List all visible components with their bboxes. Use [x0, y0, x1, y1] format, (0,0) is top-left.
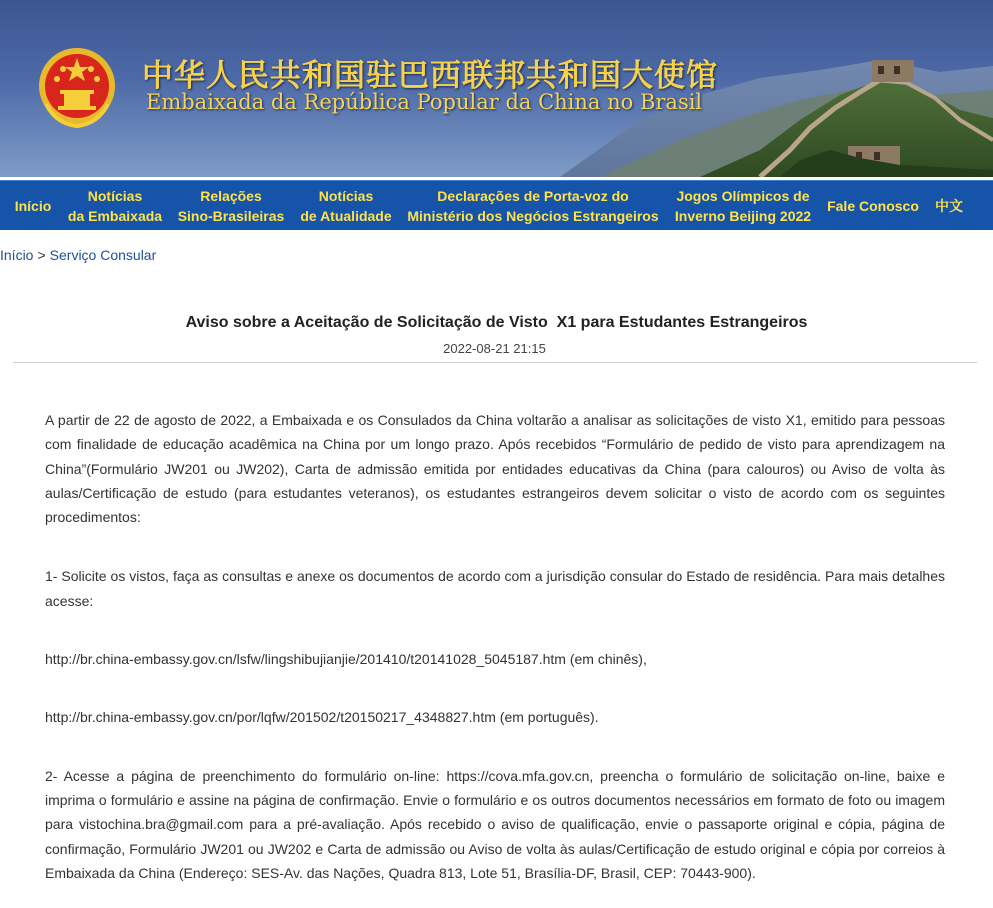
- nav-item-noticias-embaixada[interactable]: Notícias da Embaixada: [67, 187, 163, 224]
- embassy-title-chinese: 中华人民共和国驻巴西联邦共和国大使馆: [142, 58, 718, 94]
- nav-item-chinese[interactable]: 中文: [935, 197, 963, 214]
- national-emblem-icon: [36, 44, 118, 130]
- breadcrumb: [0, 247, 156, 263]
- nav-item-fale-conosco[interactable]: Fale Conosco: [827, 197, 919, 214]
- breadcrumb-section-link[interactable]: Serviço Consular: [49, 247, 157, 263]
- title-divider: [13, 362, 977, 363]
- main-navigation: [0, 180, 993, 230]
- nav-item-jogos-olimpicos[interactable]: Jogos Olímpicos de Inverno Beijing 2022: [674, 187, 812, 224]
- embassy-title-portuguese: Embaixada da República Popular da China no Brasil: [146, 90, 703, 114]
- paragraph-intro: A partir de 22 de agosto de 2022, a Embaixada e os Consulados da China voltarão a analisar as solicitações de visto X1, emitido para pessoas com finalidade de educação acadêmica na China por um longo prazo. Após recebidos “Formulário de pedido de visto para aprendizagem na China”(Formulário JW201 ou JW202), Carta de admissão emitida por entidades educativas da China (para calouros) ou Aviso de volta às aulas/Certificação de estudo (para estudantes veteranos), os estudantes estrangeiros devem solicitar o visto de acordo com os seguintes procedimentos:: [45, 412, 945, 526]
- header-banner: [0, 0, 993, 177]
- article-title: Aviso sobre a Aceitação de Solicitação de Visto X1 para Estudantes Estrangeiros: [185, 314, 808, 331]
- link-chinese-guide[interactable]: http://br.china-embassy.gov.cn/lsfw/lingshibujianjie/201410/t20141028_5045187.htm (em chinês),: [45, 651, 647, 668]
- paragraph-step-2: 2- Acesse a página de preenchimento do formulário on-line: https://cova.mfa.gov.cn, preencha o formulário de solicitação on-line, baixe e imprima o formulário e assine na página de confirmação. Envie o formulário e os outros documentos necessários em formato de foto ou imagem para vistochina.bra@gmail.com para a pré-avaliação. Após recebido o aviso de qualificação, envie o passaporte original e cópia, página de confirmação, Formulário JW201 ou JW202 e Carta de admissão ou Aviso de volta às aulas/Certificação de estudo original e cópia por correios à Embaixada da China (Endereço: SES-Av. das Nações, Quadra 813, Lote 51, Brasília-DF, Brasil, CEP: 70443-900).: [45, 767, 945, 881]
- nav-item-relacoes-sino-brasileiras[interactable]: Relações Sino-Brasileiras: [177, 187, 285, 224]
- paragraph-step-1: 1- Solicite os vistos, faça as consultas e anexe os documentos de acordo com a jurisdição consular do Estado de residência. Para mais detalhes acesse:: [45, 568, 945, 609]
- nav-item-noticias-atualidade[interactable]: Notícias de Atualidade: [300, 187, 392, 224]
- nav-item-declaracoes-porta-voz[interactable]: Declarações de Porta-voz do Ministério dos Negócios Estrangeiros: [407, 187, 659, 224]
- breadcrumb-separator: >: [37, 247, 46, 263]
- article-date: 2022-08-21 21:15: [443, 341, 546, 356]
- nav-item-inicio[interactable]: Início: [14, 197, 52, 214]
- link-portuguese-guide[interactable]: http://br.china-embassy.gov.cn/por/lqfw/201502/t20150217_4348827.htm (em português).: [45, 709, 599, 726]
- breadcrumb-home-link[interactable]: Início: [0, 247, 34, 263]
- article-body: [45, 408, 945, 885]
